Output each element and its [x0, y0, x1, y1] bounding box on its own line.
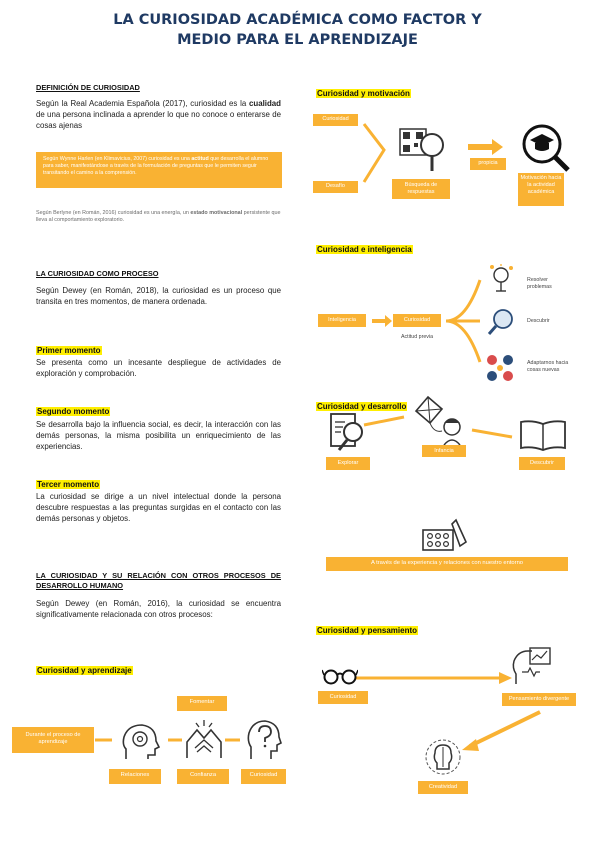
harlen-quote-box: Según Wynne Harlen (en Klimavicius, 2007) curiosidad es una actitud que desarrolla el alumno para saber, manifestándose a través de la formulación de preguntas que le permiten seguir transitando el camino a la comprensión. — [36, 152, 282, 188]
relaciones-box: Relaciones — [109, 769, 161, 784]
creatividad-box: Creatividad — [418, 781, 468, 794]
curiosidad-box-motivacion: Curiosidad — [313, 114, 358, 126]
inteligencia-label: Curiosidad e inteligencia — [317, 245, 412, 254]
title-line-2: MEDIO PARA EL APRENDIZAJE — [177, 32, 418, 48]
brain-circle-icon — [423, 737, 463, 777]
adaptarnos-text: Adaptarnos hacia cosas nuevas — [527, 360, 569, 373]
resolver-problemas-text: Resolver problemas — [527, 277, 552, 290]
aprendizaje-label: Curiosidad y aprendizaje — [37, 666, 132, 675]
explorar-box: Explorar — [326, 457, 370, 470]
traves-experiencia-box: A través de la experiencia y relaciones con nuestro entorno — [326, 557, 568, 571]
moment-2-label: Segundo momento — [37, 407, 110, 416]
title-line-1: LA CURIOSIDAD ACADÉMICA COMO FACTOR Y — [113, 12, 482, 28]
moment-1-label: Primer momento — [37, 346, 101, 355]
infancia-box: Infancia — [422, 445, 466, 457]
confianza-box: Confianza — [177, 769, 229, 784]
curiosidad-box-pensamiento: Curiosidad — [318, 691, 368, 704]
descubrir-text-inteligencia: Descubrir — [527, 318, 550, 324]
process-heading: LA CURIOSIDAD COMO PROCESO — [36, 269, 159, 278]
glasses-icon — [322, 664, 358, 686]
actitud-previa-text: Actitud previa — [400, 334, 434, 340]
head-chart-icon — [510, 646, 554, 686]
moment-2-text: Se desarrolla bajo la influencia social, es decir, la interacción con las demás personas, la misma posibilita un enriquecimiento de las experiencias. — [36, 420, 281, 452]
motivacion-result-box: Motivación hacia la actividad académica — [518, 173, 564, 206]
pensamiento-label: Curiosidad y pensamiento — [317, 626, 418, 635]
berlyne-note: Según Berlyne (en Román, 2016) curiosidad es una energía, un estado motivacional persistente que lleva al comportamiento exploratorio. — [36, 210, 281, 223]
moment-3-text: La curiosidad se dirige a un nivel intelectual donde la persona descubre respuestas a las preguntas surgidas en el contacto con las demás personas y objetos. — [36, 492, 281, 524]
curiosidad-box-aprendizaje: Curiosidad — [241, 769, 286, 784]
moment-3-label: Tercer momento — [37, 480, 100, 489]
busqueda-box: Búsqueda de respuestas — [392, 179, 450, 199]
descubrir-box: Descubrir — [519, 457, 565, 470]
desafio-box: Desafío — [313, 181, 358, 193]
pensamiento-divergente-box: Pensamiento divergente — [502, 693, 576, 706]
curiosidad-box-inteligencia: Curiosidad — [393, 314, 441, 327]
propicia-box: propicia — [470, 158, 506, 170]
relation-paragraph: Según Dewey (en Román, 2016), la curiosidad se encuentra significativamente relacionada con otros procesos: — [36, 599, 281, 620]
motivacion-label: Curiosidad y motivación — [317, 89, 410, 98]
relation-heading: LA CURIOSIDAD Y SU RELACIÓN CON OTROS PROCESOS DE DESARROLLO HUMANO — [36, 571, 281, 590]
inteligencia-box: Inteligencia — [318, 314, 366, 327]
process-paragraph: Según Dewey (en Román, 2018), la curiosidad es un proceso que transita en tres momentos, de manera ordenada. — [36, 286, 281, 307]
definition-paragraph: Según la Real Academia Española (2017), curiosidad es la cualidad de una persona inclinada a aprender lo que no conoce o enterarse de cosas ajenas — [36, 99, 281, 131]
desarrollo-label: Curiosidad y desarrollo — [317, 402, 407, 411]
fomentar-box: Fomentar — [177, 696, 227, 711]
durante-box: Durante el proceso de aprendizaje — [12, 727, 94, 753]
definition-heading: DEFINICIÓN DE CURIOSIDAD — [36, 83, 140, 92]
moment-1-text: Se presenta como un incesante despliegue de actividades de exploración y comprobación. — [36, 358, 281, 379]
